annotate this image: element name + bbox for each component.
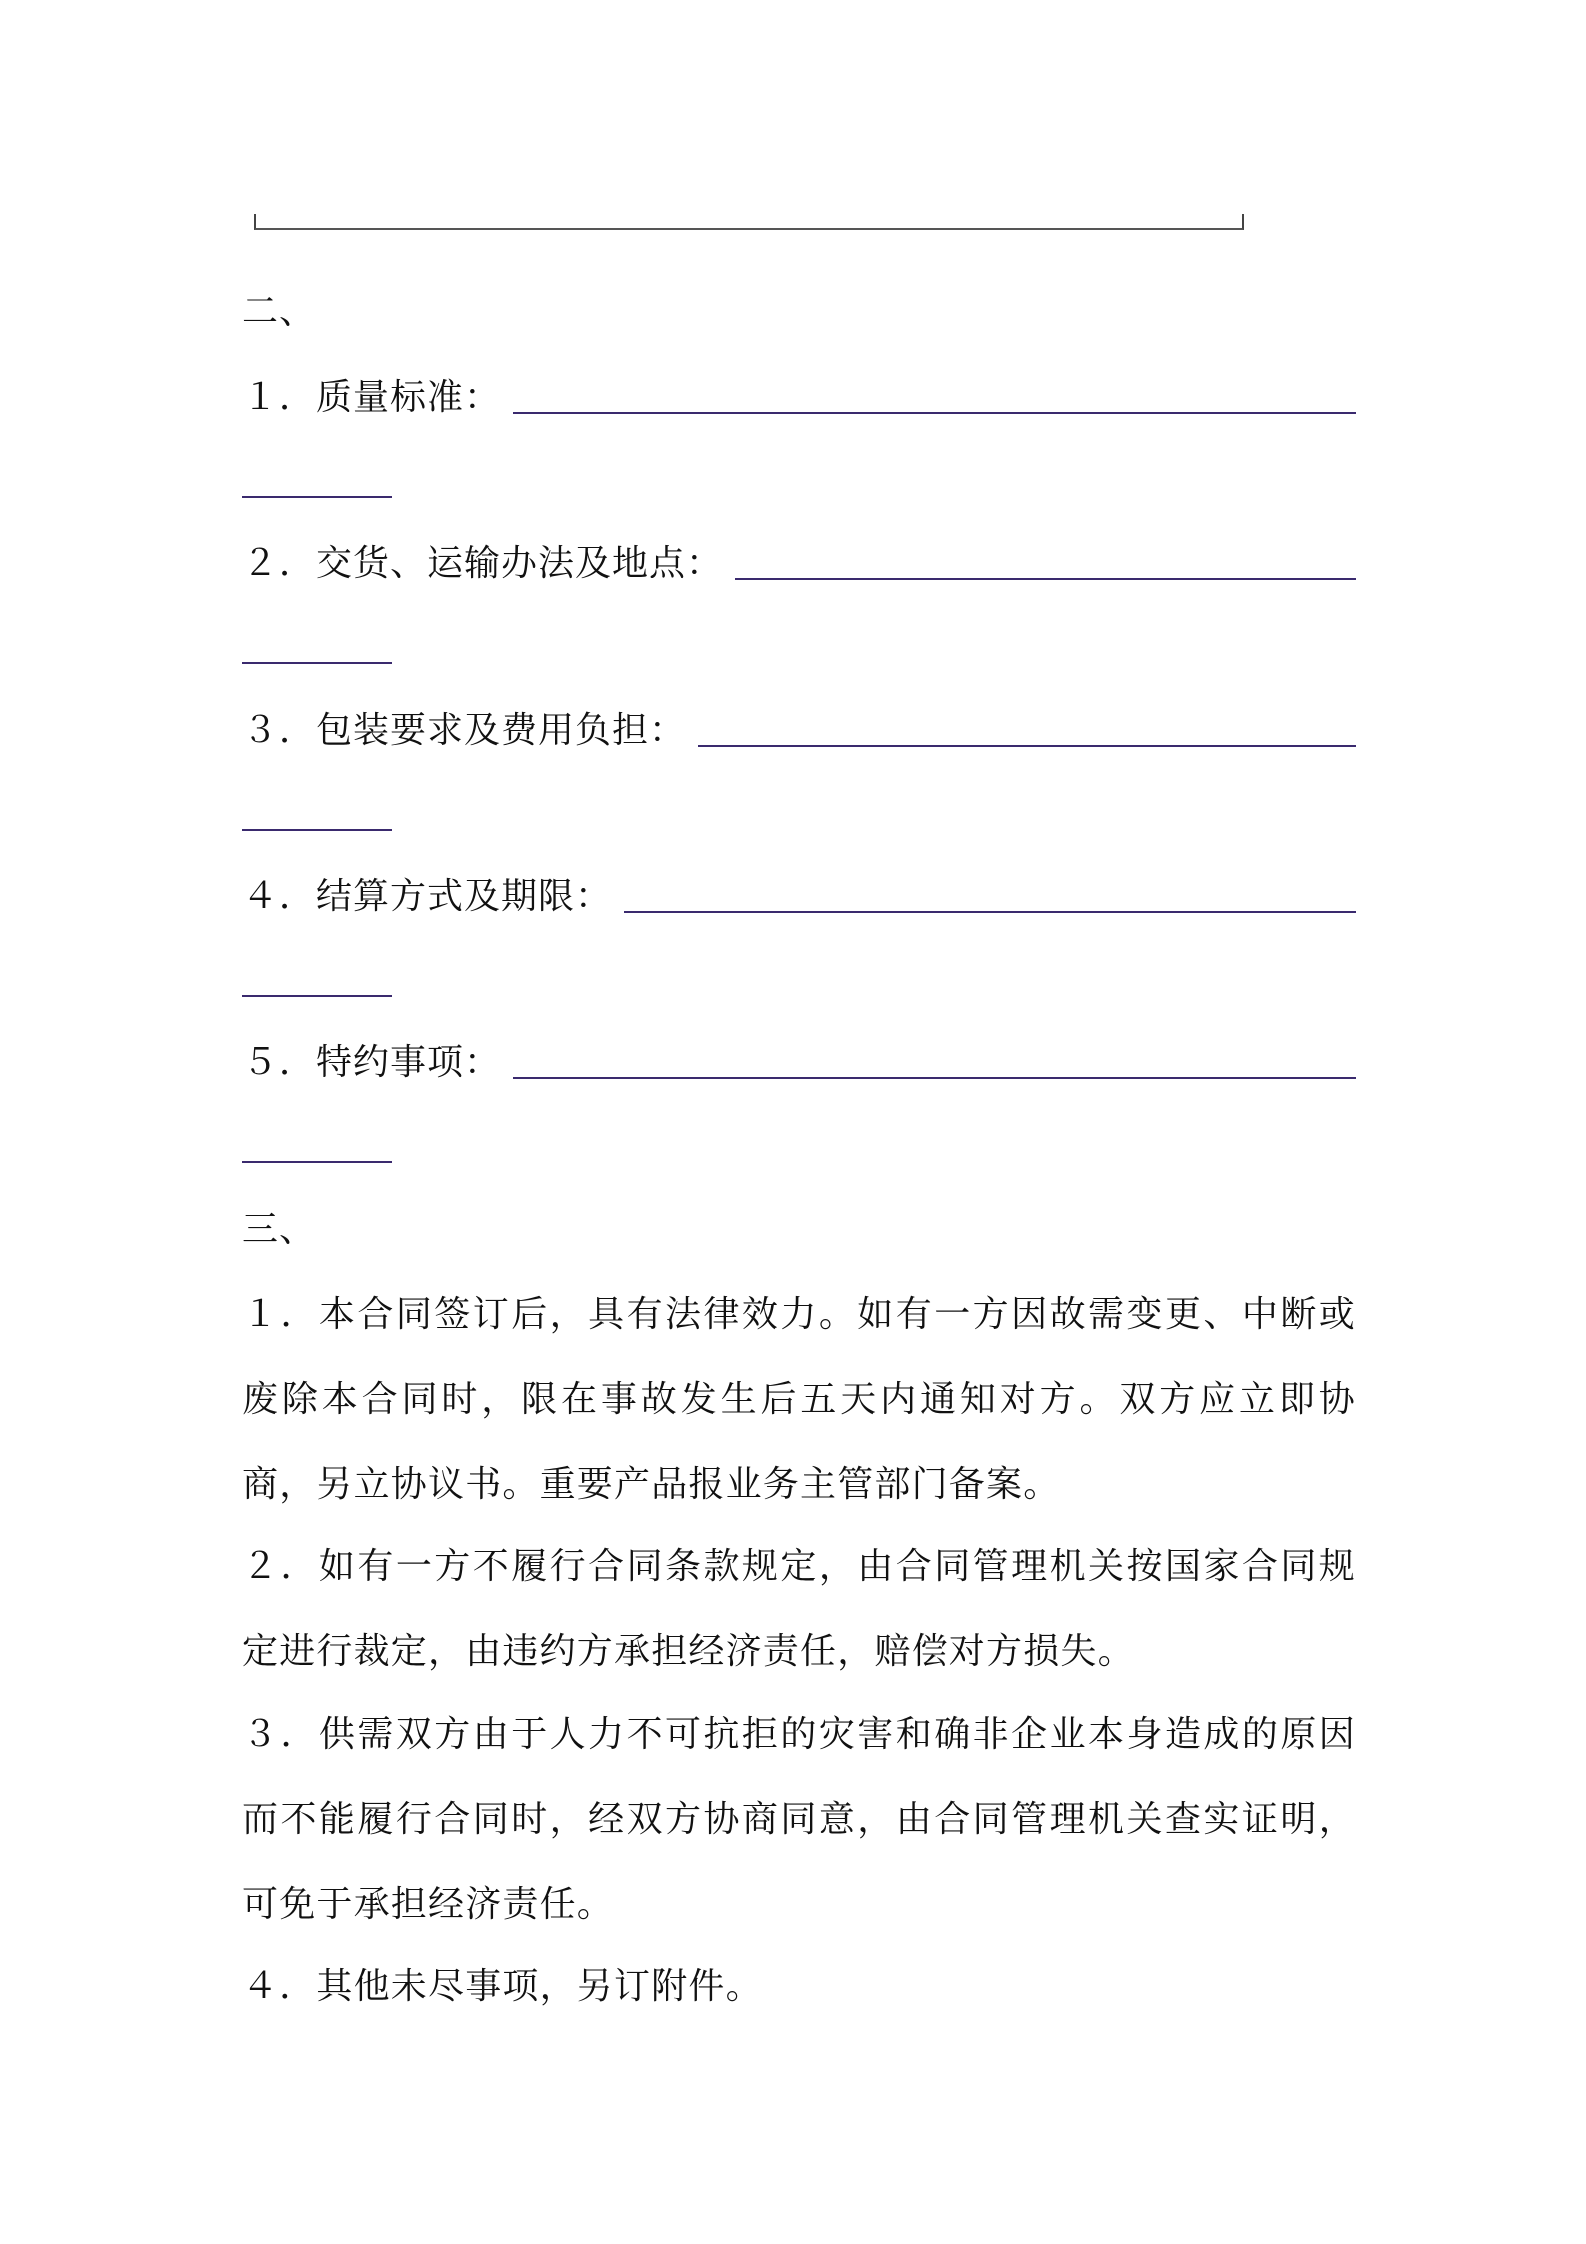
fill-in-line-continuation[interactable] xyxy=(242,827,392,831)
field-settlement-term xyxy=(242,869,1356,919)
fill-in-line[interactable] xyxy=(624,909,1356,913)
fill-in-line-continuation[interactable] xyxy=(242,494,392,498)
fill-in-line-continuation[interactable] xyxy=(242,1159,392,1163)
clause-3: ３．供需双方由于人力不可抗拒的灾害和确非企业本身造成的原因而不能履行合同时，经双方协商同意，由合同管理机关查实证明，可免于承担经济责任。 xyxy=(242,1714,1356,1925)
field-quality-standard xyxy=(242,370,1356,420)
field-packaging-cost xyxy=(242,703,1356,753)
field-delivery-transport xyxy=(242,536,1356,586)
field-label: ３．包装要求及费用负担： xyxy=(242,710,687,751)
field-label: ２．交货、运输办法及地点： xyxy=(242,543,724,584)
clause-4: ４．其他未尽事项，另订附件。 xyxy=(242,1966,763,2007)
field-label: ５．特约事项： xyxy=(242,1042,502,1083)
fill-in-line[interactable] xyxy=(513,1075,1356,1079)
field-label: １．质量标准： xyxy=(242,377,502,418)
section-2-heading: 二、 xyxy=(242,291,317,332)
field-label: ４．结算方式及期限： xyxy=(242,876,613,917)
section-3-heading: 三、 xyxy=(242,1209,317,1250)
table-bottom-border xyxy=(254,214,1244,230)
fill-in-line[interactable] xyxy=(735,576,1356,580)
clause-1: １．本合同签订后，具有法律效力。如有一方因故需变更、中断或废除本合同时，限在事故发生后五天内通知对方。双方应立即协商，另立协议书。重要产品报业务主管部门备案。 xyxy=(242,1294,1356,1505)
clause-2: ２．如有一方不履行合同条款规定，由合同管理机关按国家合同规定进行裁定，由违约方承担经济责任，赔偿对方损失。 xyxy=(242,1546,1356,1672)
fill-in-line-continuation[interactable] xyxy=(242,993,392,997)
fill-in-line-continuation[interactable] xyxy=(242,660,392,664)
fill-in-line[interactable] xyxy=(698,743,1356,747)
field-special-terms xyxy=(242,1035,1356,1085)
fill-in-line[interactable] xyxy=(513,410,1356,414)
